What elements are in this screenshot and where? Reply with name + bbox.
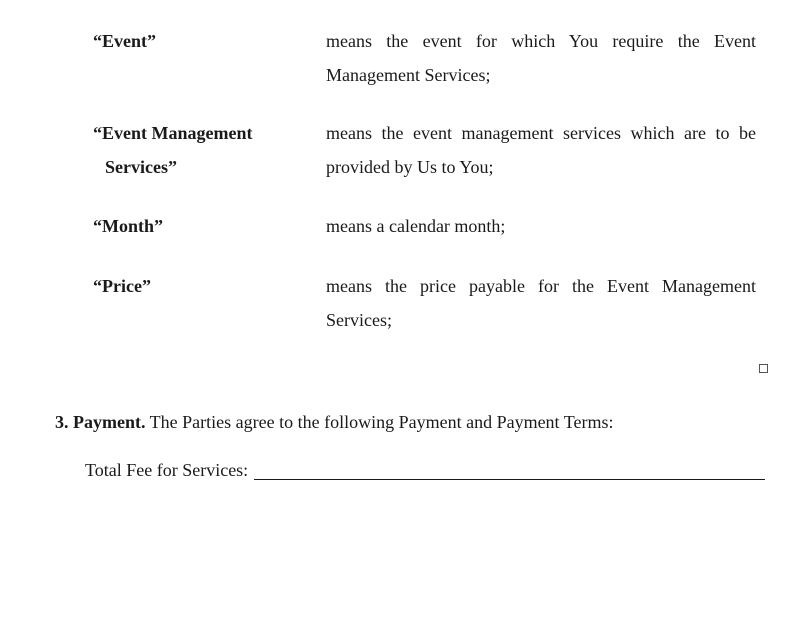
total-fee-line bbox=[85, 456, 765, 484]
definition-term-text-line2: Services” bbox=[105, 157, 177, 177]
definition-meaning: means the price payable for the Event Management Services; bbox=[326, 276, 756, 330]
total-fee-label: Total Fee for Services: bbox=[85, 460, 249, 480]
definition-term bbox=[93, 269, 303, 303]
definition-meaning: means a calendar month; bbox=[326, 216, 506, 236]
checkbox[interactable] bbox=[759, 364, 768, 373]
definition-term-text: “Event” bbox=[93, 31, 156, 51]
definition-meaning: means the event management services which are to be provided by Us to You; bbox=[326, 123, 756, 177]
definition-term bbox=[93, 24, 303, 58]
payment-heading-number: 3. Payment. bbox=[55, 412, 146, 432]
payment-heading bbox=[55, 408, 613, 436]
definition-term-text: “Month” bbox=[93, 216, 164, 236]
definition-term bbox=[93, 116, 303, 184]
definition-term-text: “Event Management bbox=[93, 123, 253, 143]
definition-term-text: “Price” bbox=[93, 276, 151, 296]
payment-heading-text: The Parties agree to the following Payment and Payment Terms: bbox=[145, 412, 614, 432]
definition-term bbox=[93, 209, 303, 243]
definition-meaning: means the event for which You require the Event Management Services; bbox=[326, 31, 756, 85]
total-fee-blank[interactable] bbox=[254, 461, 765, 480]
